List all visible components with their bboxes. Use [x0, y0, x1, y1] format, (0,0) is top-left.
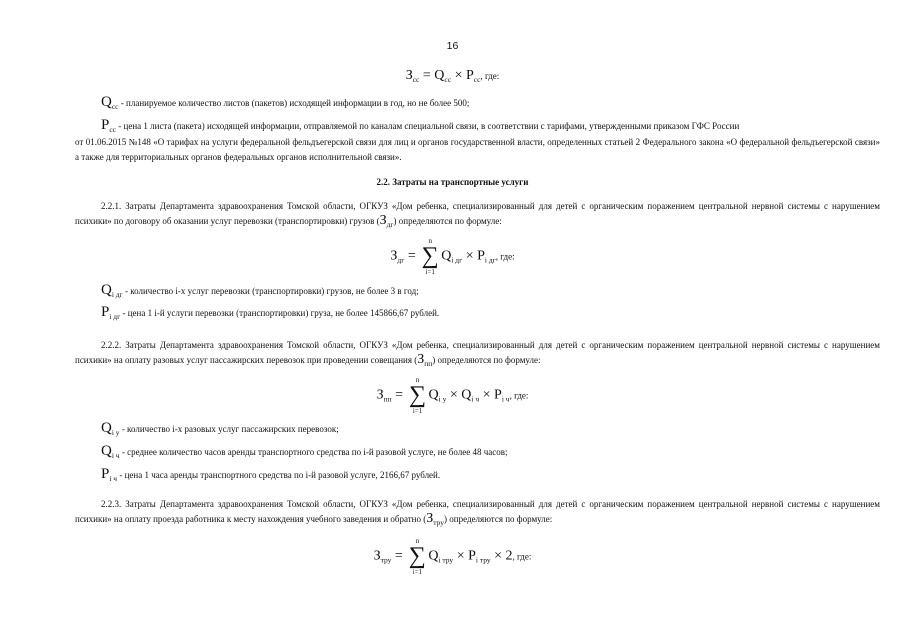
section-heading: 2.2. Затраты на транспортные услуги: [376, 177, 529, 187]
paragraph-2-2-3: 2.2.3. Затраты Департамента здравоохранения Томской области, ОГКУЗ «Дом ребенка, специализированный для детей с органическим поражением центральной нервной системы с нарушением психики» на оплату проезда работника к месту нахождения учебного заведения и обратно $(З_{тру})$ определяются по формуле:: [75, 499, 880, 527]
definition-pidg: $P_{i дг}$ - цена 1 i-й услуги перевозки (транспортировки) груза, не более 145866,67 рублей.: [101, 304, 440, 321]
definition-pich: $P_{i ч}$ - цена 1 часа аренды транспортного средства по i-й разовой услуге, 2166,67 рублей.: [101, 466, 441, 483]
definition-pcc: $P_{сс}$ - цена 1 листа (пакета) исходящей информации, отправляемой по каналам специальной связи, в соответствии с тарифами, утвержденными приказом ГФС России: [101, 117, 740, 134]
page-number: 16: [446, 40, 459, 52]
definition-qich: $Q_{i ч}$ - среднее количество часов аренды транспортного средства по i-й разовой услуге, не более 48 часов;: [101, 443, 508, 460]
sum-symbol: n ∑ i=1: [408, 537, 426, 576]
formula-zcc: $З_{сс} = Q_{сс} \times P_{сс}$, где:: [405, 68, 500, 84]
sum-symbol: n ∑ i=1: [408, 376, 427, 415]
paragraph-2-2-2: 2.2.2. Затраты Департамента здравоохранения Томской области, ОГКУЗ «Дом ребенка, специализированный для детей с органическим поражением центральной нервной системы с нарушением психики» на оплату разовых услуг пассажирских перевозок при проведении совещания $(З_{пп})$ определяются по формуле:: [75, 340, 880, 368]
sum-symbol: n ∑ i=1: [421, 237, 439, 276]
paragraph-2-2-1: 2.2.1. Затраты Департамента здравоохранения Томской области, ОГКУЗ «Дом ребенка, специализированный для детей с органическим поражением центральной нервной системы с нарушением психики» по договору об оказании услуг перевозки (транспортировки) грузов $(З_{дг})$ определяются по формуле:: [75, 201, 880, 229]
formula-zdg: $З_{дг}$ = n ∑ i=1 $Q_{i дг} \times P_{i дг}$, где:: [390, 237, 515, 276]
definition-qiy: $Q_{i у}$ - количество i-х разовых услуг пассажирских перевозок;: [101, 420, 339, 437]
definition-pcc-continued: от 01.06.2015 №148 «О тарифах на услуги федеральной фельдъегерской связи для лиц и органов государственной власти, определенных статьей 2 Федерального закона «О федеральной фельдъегерской связи» а также для территориальных органов федеральных органов исполнительной связи».: [75, 137, 880, 162]
formula-zpp: $З_{пп}$ = n ∑ i=1 $Q_{i у} \times Q_{i ч} \times P_{i ч}$, где:: [376, 376, 529, 415]
definition-qidg: $Q_{i дг}$ - количество i-х услуг перевозки (транспортировки) грузов, не более 3 в год;: [101, 282, 419, 299]
formula-ztru: $З_{тру}$ = n ∑ i=1 $Q_{i тру} \times P_{i тру} \times 2$, где:: [373, 537, 532, 576]
definition-qcc: $Q_{сс}$ - планируемое количество листов (пакетов) исходящей информации в год, но не более 500;: [101, 94, 470, 111]
